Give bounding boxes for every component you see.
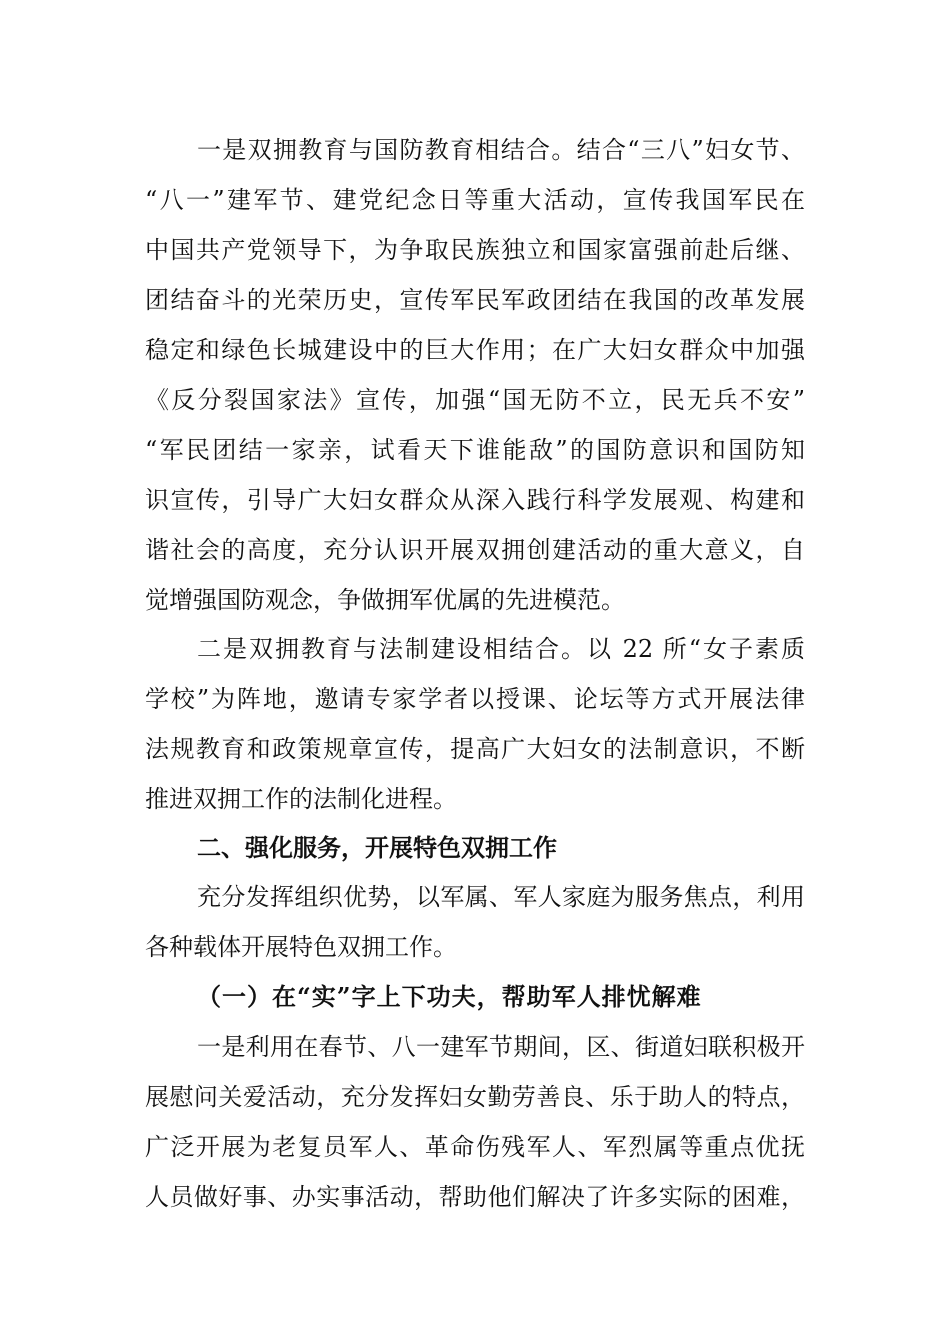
paragraph-1-line-4: 团结奋斗的光荣历史，宣传军民军政团结在我国的改革发展	[145, 286, 805, 314]
paragraph-2-line-3: 法规教育和政策规章宣传，提高广大妇女的法制意识，不断	[145, 735, 805, 763]
paragraph-2-line-1: 二是双拥教育与法制建设相结合。以 22 所“女子素质	[197, 635, 805, 663]
paragraph-1-line-2: “八一”建军节、建党纪念日等重大活动，宣传我国军民在	[145, 186, 805, 214]
paragraph-1-line-7: “军民团结一家亲，试看天下谁能敌”的国防意识和国防知	[145, 436, 805, 464]
paragraph-4-line-1: 一是利用在春节、八一建军节期间，区、街道妇联积极开	[197, 1033, 805, 1061]
paragraph-1-line-9: 谐社会的高度，充分认识开展双拥创建活动的重大意义，自	[145, 536, 805, 564]
paragraph-4-line-4: 人员做好事、办实事活动，帮助他们解决了许多实际的困难，	[145, 1183, 805, 1211]
paragraph-1-line-10: 觉增强国防观念，争做拥军优属的先进模范。	[145, 586, 625, 614]
paragraph-2-line-2: 学校”为阵地，邀请专家学者以授课、论坛等方式开展法律	[145, 685, 805, 713]
paragraph-1-line-5: 稳定和绿色长城建设中的巨大作用；在广大妇女群众中加强	[145, 336, 805, 364]
paragraph-3-line-1: 充分发挥组织优势，以军属、军人家庭为服务焦点，利用	[197, 883, 805, 911]
paragraph-1-line-8: 识宣传，引导广大妇女群众从深入践行科学发展观、构建和	[145, 486, 805, 514]
paragraph-2-line-4: 推进双拥工作的法制化进程。	[145, 785, 457, 813]
section-heading: 二、强化服务，开展特色双拥工作	[197, 834, 557, 862]
paragraph-4-line-2: 展慰问关爱活动，充分发挥妇女勤劳善良、乐于助人的特点，	[145, 1083, 805, 1111]
paragraph-4-line-3: 广泛开展为老复员军人、革命伤残军人、军烈属等重点优抚	[145, 1133, 805, 1161]
subsection-heading: （一）在“实”字上下功夫，帮助军人排忧解难	[197, 982, 702, 1011]
paragraph-1-line-1: 一是双拥教育与国防教育相结合。结合“三八”妇女节、	[197, 136, 805, 164]
paragraph-1-line-6: 《反分裂国家法》宣传，加强“国无防不立，民无兵不安”	[145, 386, 805, 414]
paragraph-3-line-2: 各种载体开展特色双拥工作。	[145, 933, 457, 961]
paragraph-1-line-3: 中国共产党领导下，为争取民族独立和国家富强前赴后继、	[145, 236, 805, 264]
